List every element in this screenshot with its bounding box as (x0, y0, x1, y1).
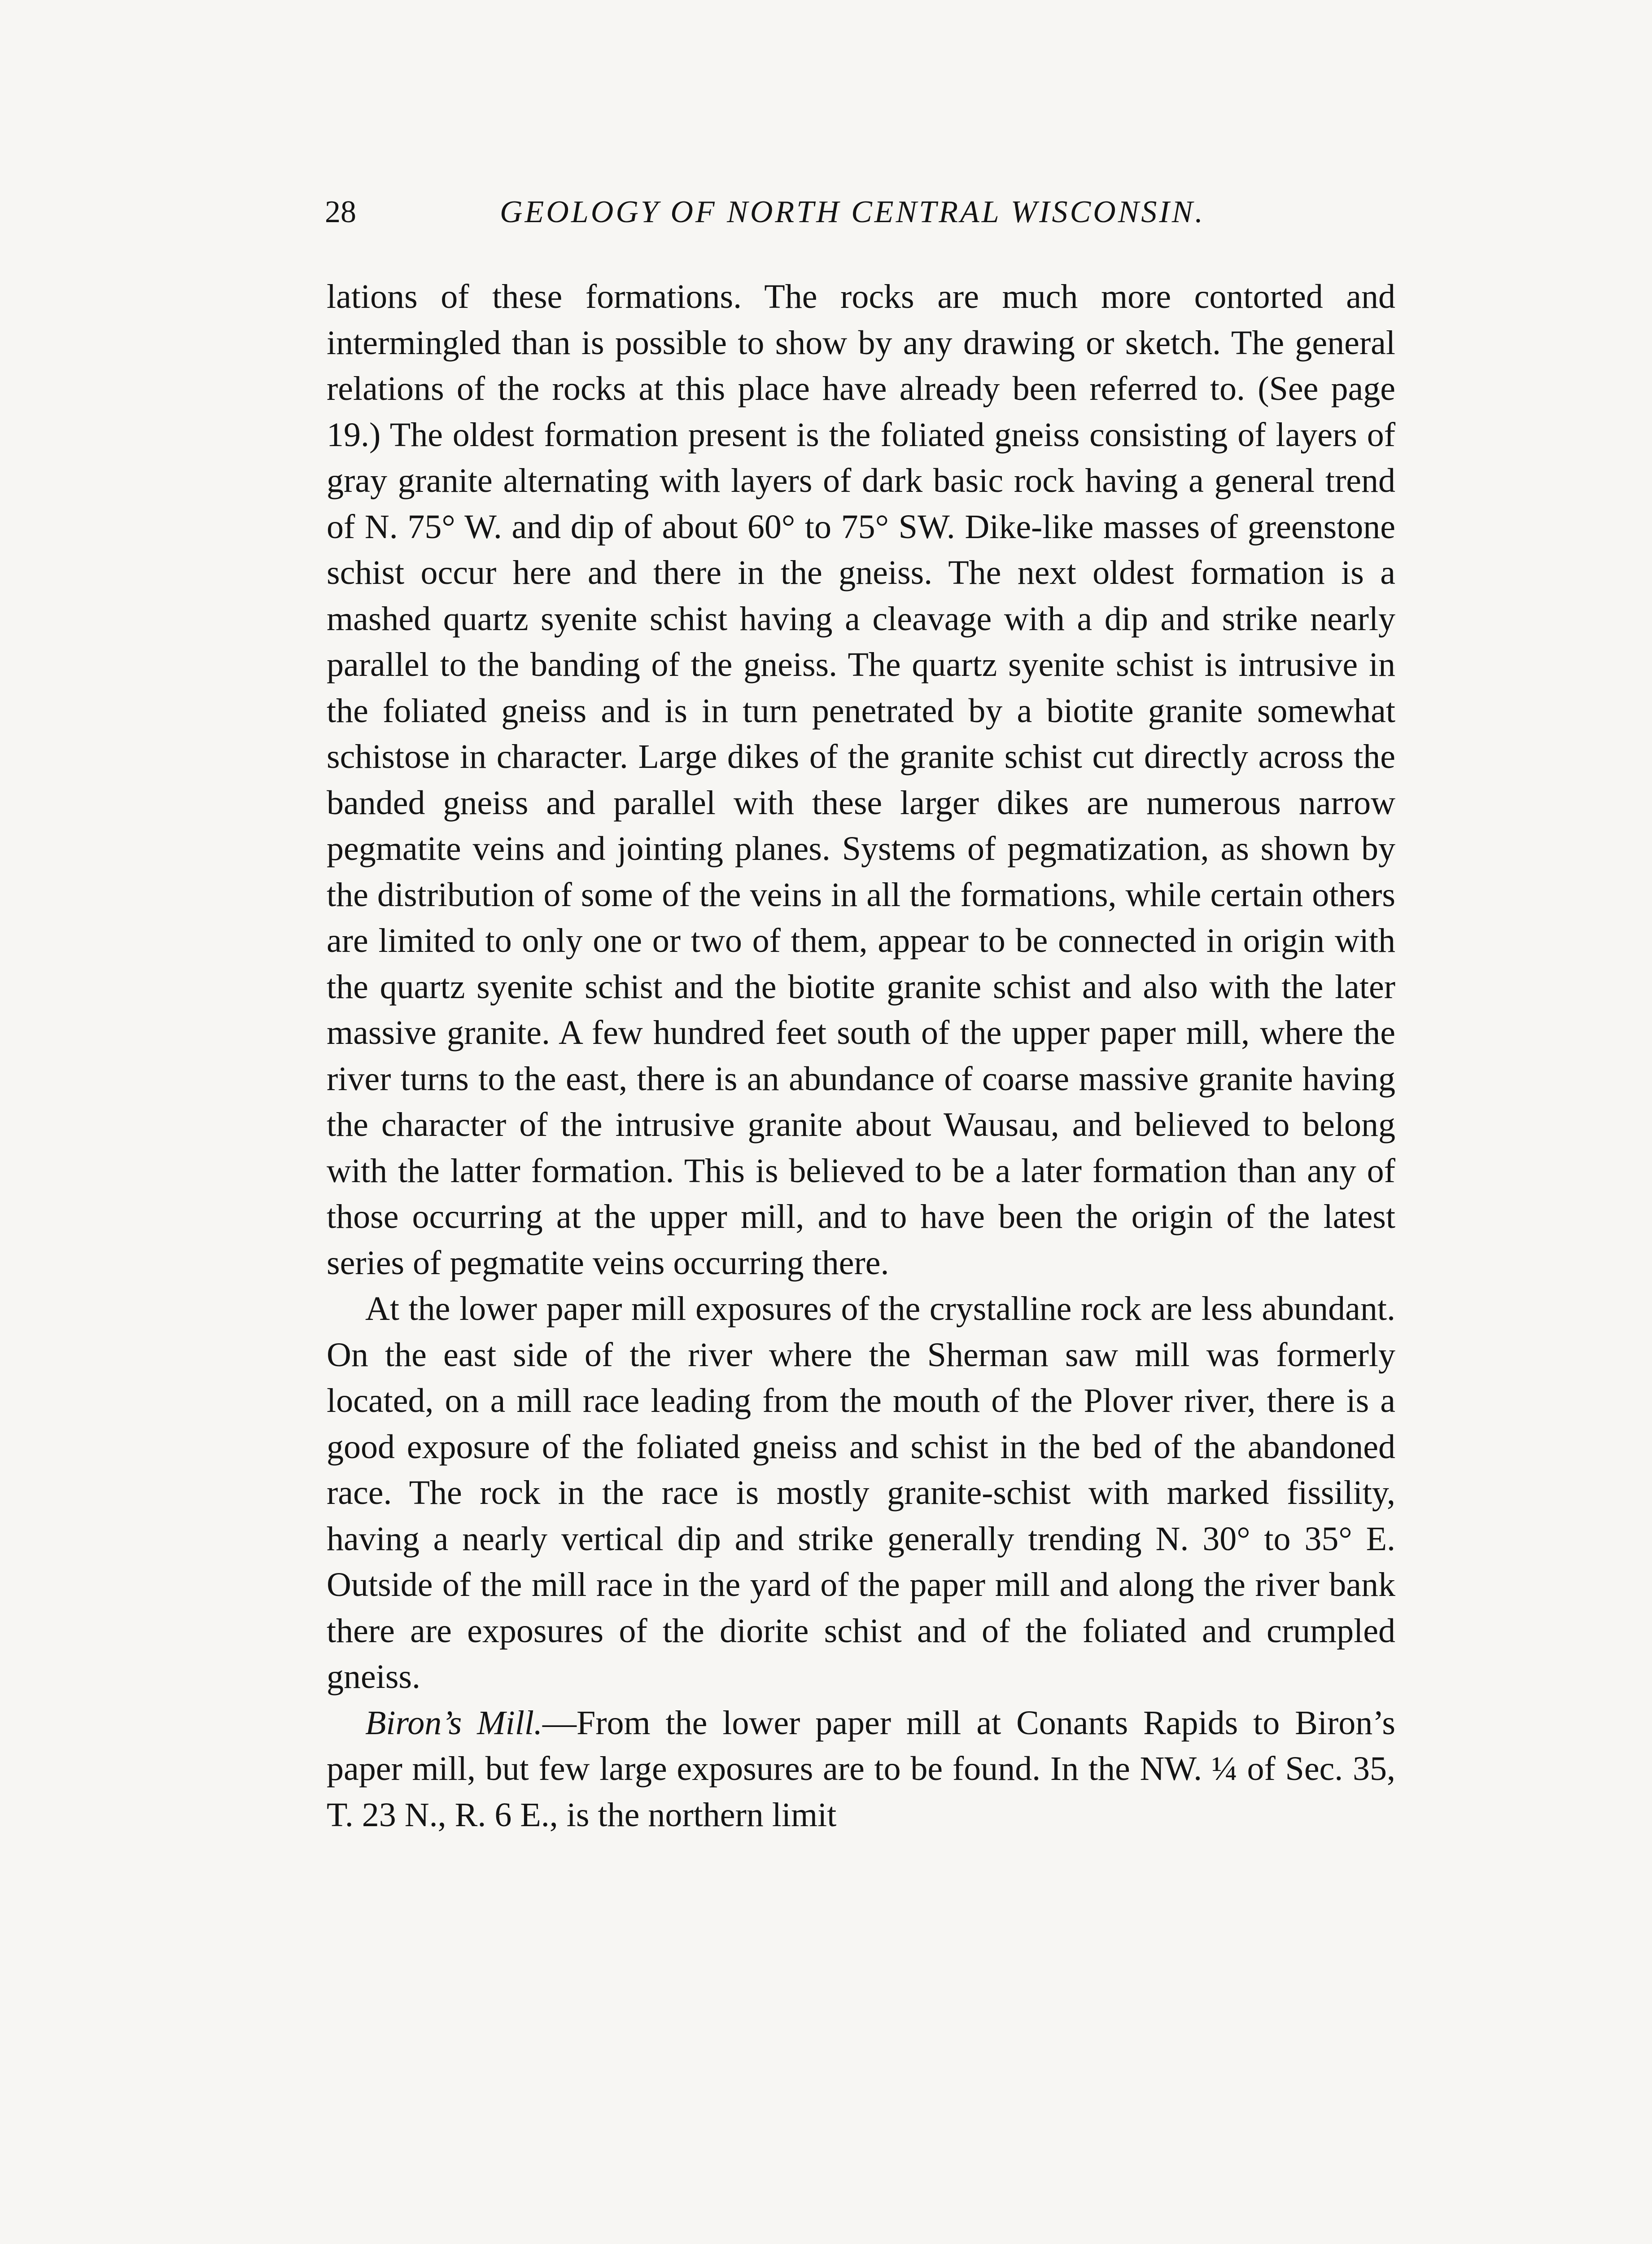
page-header (325, 188, 1402, 237)
paragraph-birons-mill (327, 1700, 1395, 1838)
running-head: GEOLOGY OF NORTH CENTRAL WISCONSIN. (500, 195, 1205, 229)
body-text (327, 274, 1395, 1838)
page-number: 28 (325, 195, 356, 229)
paragraph-lower-paper-mill: At the lower paper mill exposures of the crystalline rock are less abundant. On the east side of the river where the Sherman saw mill was formerly located, on a mill race leading from the mouth of the Plover river, there is a good exposure of the foliated gneiss and schist in the bed of the abandoned race. The rock in the race is mostly granite-schist with marked fissility, having a nearly vertical dip and strike generally trending N. 30° to 35° E. Outside of the mill race in the yard of the paper mill and along the river bank there are exposures of the diorite schist and of the foliated and crumpled gneiss. (327, 1290, 1395, 1696)
paragraph-birons-mill-text: —From the lower paper mill at Conants Rapids to Biron’s paper mill, but few large exposures are to be found. In the NW. ¼ of Sec. 35, T. 23 N., R. 6 E., is the northern limit (327, 1704, 1395, 1834)
paragraph-continued: lations of these formations. The rocks are much more contorted and intermingled than is possible to show by any drawing or sketch. The general relations of the rocks at this place have already been referred to. (See page 19.) The oldest formation present is the foliated gneiss consisting of layers of gray granite alternating with layers of dark basic rock having a general trend of N. 75° W. and dip of about 60° to 75° SW. Dike-like masses of greenstone schist occur here and there in the gneiss. The next oldest formation is a mashed quartz syenite schist having a cleavage with a dip and strike nearly parallel to the banding of the gneiss. The quartz syenite schist is intrusive in the foliated gneiss and is in turn penetrated by a biotite granite somewhat schistose in character. Large dikes of the granite schist cut directly across the banded gneiss and parallel with these larger dikes are numerous narrow pegmatite veins and jointing planes. Systems of pegmatization, as shown by the distribution of some of the veins in all the formations, while certain others are limited to only one or two of them, appear to be connected in origin with the quartz syenite schist and the biotite granite schist and also with the later massive granite. A few hundred feet south of the upper paper mill, where the river turns to the east, there is an abundance of coarse massive granite having the character of the intrusive granite about Wausau, and believed to belong with the latter formation. This is believed to be a later formation than any of those occurring at the upper mill, and to have been the origin of the latest series of pegmatite veins occurring there. (327, 278, 1395, 1282)
section-lead-in: Biron’s Mill. (365, 1704, 542, 1742)
